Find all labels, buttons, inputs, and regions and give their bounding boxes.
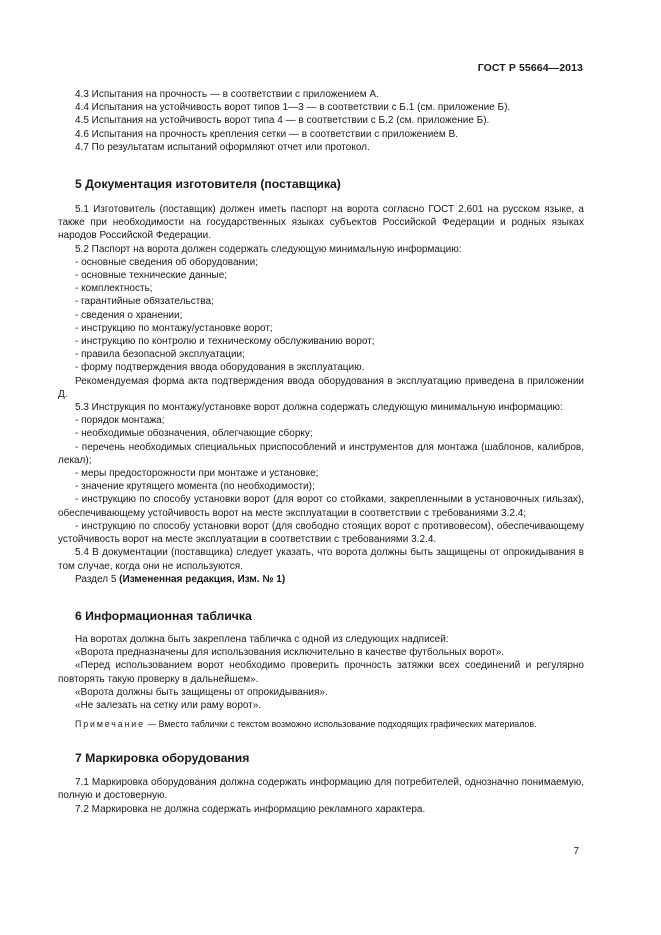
clause-7-1: 7.1 Маркировка оборудования должна содержать информацию для потребителей, однозначно понимаемую, полную и достоверную.	[58, 777, 584, 802]
note-text: — Вместо таблички с текстом возможно использование подходящих графических материалов.	[144, 719, 537, 730]
list-item: - перечень необходимых специальных приспособлений и инструментов для монтажа (шаблонов, калибров, лекал);	[58, 441, 584, 466]
clause-4-5: 4.5 Испытания на устойчивость ворот типа 4 — в соответствии с Б.2 (см. приложение Б).	[75, 115, 490, 127]
section-5-heading: 5 Документация изготовителя (поставщика)	[75, 177, 341, 192]
plate-text-4: «Не залезать на сетку или раму ворот».	[75, 699, 262, 711]
plate-text-1: «Ворота предназначены для использования исключительно в качестве футбольных ворот».	[75, 647, 505, 659]
clause-5-1: 5.1 Изготовитель (поставщик) должен иметь паспорт на ворота согласно ГОСТ 2.601 на русском языке, а также при необходимости на государственных языках субъектов Российской Федерации и родных языках народов Российской Федерации.	[58, 204, 584, 242]
plate-text-3: «Ворота должны быть защищены от опрокидывания».	[75, 686, 328, 698]
list-item: - инструкцию по способу установки ворот (для свободно стоящих ворот с противовесом), обеспечивающему устойчивость ворот на месте эксплуатации в соответствии с требованиями 3.2.4.	[58, 520, 584, 546]
section-4-list	[58, 88, 584, 154]
standard-header: ГОСТ Р 55664—2013	[477, 62, 583, 74]
list-item: - меры предосторожности при монтаже и установке;	[75, 468, 319, 480]
clause-5-2: 5.2 Паспорт на ворота должен содержать следующую минимальную информацию:	[75, 243, 462, 255]
list-item: - инструкцию по способу установки ворот (для ворот со стойками, закрепленными в установочных гильзах), обеспечивающему устойчивость ворот на месте эксплуатации в соответствии с требованиями 3.2.4;	[58, 494, 584, 519]
list-item: - основные сведения об оборудовании;	[75, 256, 259, 268]
clause-7-2: 7.2 Маркировка не должна содержать информацию рекламного характера.	[75, 803, 426, 815]
document-body	[58, 88, 584, 816]
clause-4-3: 4.3 Испытания на прочность — в соответствии с приложением А.	[75, 89, 379, 100]
clause-5-4: 5.4 В документации (поставщика) следует указать, что ворота должны быть защищены от опрокидывания в том случае, когда они не используются.	[58, 547, 584, 572]
clause-4-4: 4.4 Испытания на устойчивость ворот типов 1—3 — в соответствии с Б.1 (см. приложение Б).	[75, 102, 511, 114]
list-item: - основные технические данные;	[75, 270, 228, 282]
plate-intro: На воротах должна быть закреплена табличка с одной из следующих надписей:	[75, 633, 449, 645]
list-item: - значение крутящего момента (по необходимости);	[75, 481, 315, 493]
note	[58, 718, 584, 730]
list-item: - порядок монтажа;	[75, 415, 165, 427]
list-5-3	[58, 414, 584, 546]
amendment-prefix: Раздел 5	[75, 573, 120, 585]
list-item: - правила безопасной эксплуатации;	[75, 349, 245, 361]
clause-4-6: 4.6 Испытания на прочность крепления сетки — в соответствии с приложением В.	[75, 128, 458, 140]
clause-4-7: 4.7 По результатам испытаний оформляют отчет или протокол.	[75, 141, 370, 153]
list-item: - инструкцию по монтажу/установке ворот;	[75, 322, 273, 334]
section-7-heading: 7 Маркировка оборудования	[75, 751, 250, 766]
list-item: - инструкцию по контролю и техническому обслуживанию ворот;	[75, 336, 375, 348]
amendment-note	[58, 573, 584, 586]
amendment-label: (Измененная редакция, Изм. № 1)	[119, 573, 286, 585]
note-label: Примечание	[75, 719, 145, 730]
list-item: - необходимые обозначения, облегчающие сборку;	[75, 428, 313, 440]
list-item: - форму подтверждения ввода оборудования в эксплуатацию.	[75, 362, 365, 374]
section-6-heading: 6 Информационная табличка	[75, 608, 252, 623]
list-item: - сведения о хранении;	[75, 309, 183, 321]
clause-5-3: 5.3 Инструкция по монтажу/установке ворот должна содержать следующую минимальную информацию:	[75, 402, 563, 414]
list-5-2	[58, 256, 584, 375]
page-number: 7	[573, 846, 579, 857]
list-item: - комплектность;	[75, 283, 153, 295]
recommended-form-note: Рекомендуемая форма акта подтверждения ввода оборудования в эксплуатацию приведена в приложении Д.	[58, 375, 584, 400]
plate-text-2: «Перед использованием ворот необходимо проверить прочность затяжки всех соединений и регулярно повторять такую проверку в дальнейшем».	[58, 660, 584, 685]
list-item: - гарантийные обязательства;	[75, 296, 214, 308]
